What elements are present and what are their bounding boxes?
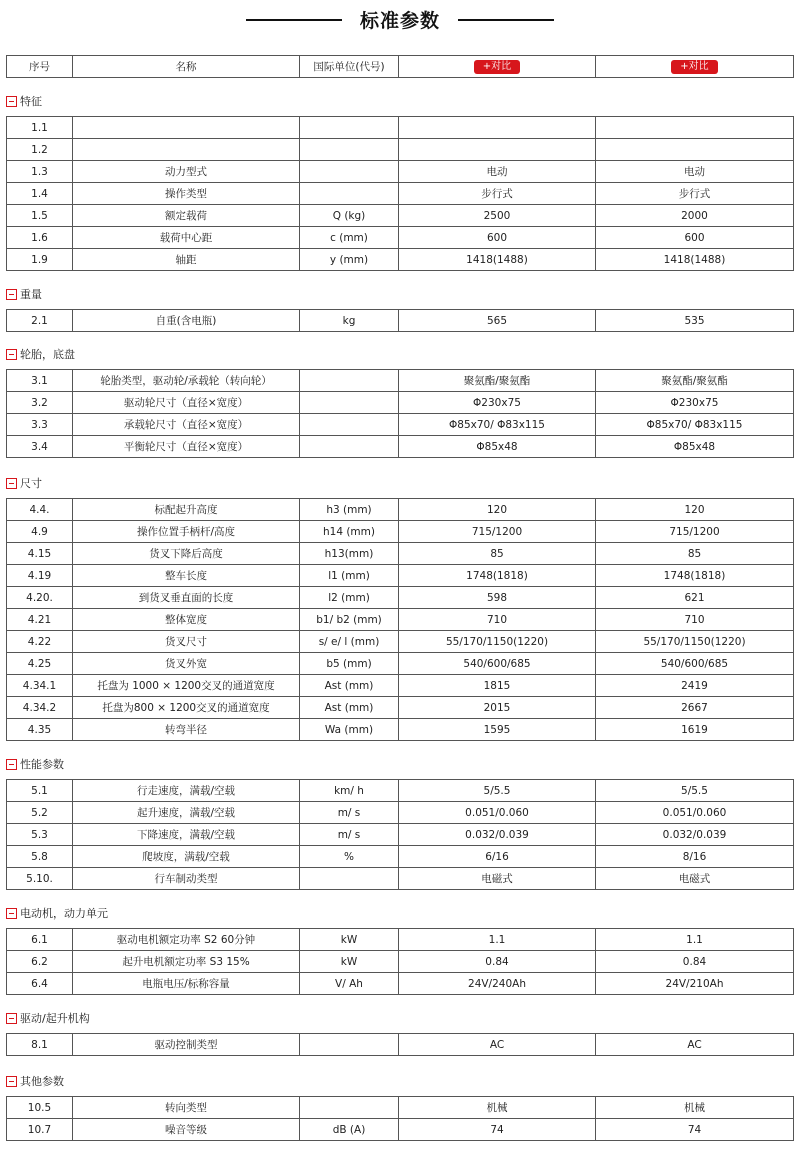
cell-model-2: Φ85x70/ Φ83x115 xyxy=(596,414,794,436)
table-row xyxy=(7,370,794,392)
cell-model-1: 2015 xyxy=(399,697,596,719)
cell-model-1: 565 xyxy=(399,310,596,332)
cell-name: 货叉尺寸 xyxy=(73,631,300,653)
spec-table-section xyxy=(6,1033,794,1056)
cell-unit: Ast (mm) xyxy=(300,675,399,697)
cell-no: 1.2 xyxy=(7,139,73,161)
cell-unit: s/ e/ l (mm) xyxy=(300,631,399,653)
cell-no: 1.4 xyxy=(7,183,73,205)
cell-no: 4.19 xyxy=(7,565,73,587)
cell-no: 5.10. xyxy=(7,868,73,890)
cell-unit xyxy=(300,183,399,205)
cell-name: 轴距 xyxy=(73,249,300,271)
cell-name: 起升速度，满载/空载 xyxy=(73,802,300,824)
cell-model-1: 机械 xyxy=(399,1097,596,1119)
cell-model-2: 2000 xyxy=(596,205,794,227)
cell-model-2: 2667 xyxy=(596,697,794,719)
cell-model-2: 0.051/0.060 xyxy=(596,802,794,824)
cell-no: 3.3 xyxy=(7,414,73,436)
cell-model-2: 聚氨酯/聚氨酯 xyxy=(596,370,794,392)
cell-no: 5.1 xyxy=(7,780,73,802)
section-heading[interactable] xyxy=(6,94,42,110)
cell-model-2: 715/1200 xyxy=(596,521,794,543)
cell-unit xyxy=(300,370,399,392)
table-row xyxy=(7,249,794,271)
cell-name: 轮胎类型，驱动轮/承载轮（转向轮） xyxy=(73,370,300,392)
cell-model-1: 1748(1818) xyxy=(399,565,596,587)
table-row xyxy=(7,499,794,521)
cell-model-2 xyxy=(596,117,794,139)
cell-unit: b5 (mm) xyxy=(300,653,399,675)
cell-model-2: AC xyxy=(596,1034,794,1056)
cell-model-2: 8/16 xyxy=(596,846,794,868)
cell-unit: m/ s xyxy=(300,824,399,846)
table-row xyxy=(7,697,794,719)
cell-unit: l2 (mm) xyxy=(300,587,399,609)
cell-model-2: 电磁式 xyxy=(596,868,794,890)
spec-table-section xyxy=(6,779,794,890)
header-compare-cell xyxy=(399,56,596,78)
cell-name: 转向类型 xyxy=(73,1097,300,1119)
section-title: 其他参数 xyxy=(20,1075,64,1088)
cell-model-2: 600 xyxy=(596,227,794,249)
cell-name xyxy=(73,117,300,139)
cell-no: 10.5 xyxy=(7,1097,73,1119)
section-heading[interactable] xyxy=(6,347,75,363)
table-row xyxy=(7,565,794,587)
section-title: 特征 xyxy=(20,95,42,108)
cell-no: 3.2 xyxy=(7,392,73,414)
cell-model-1: 0.051/0.060 xyxy=(399,802,596,824)
cell-model-2: 1748(1818) xyxy=(596,565,794,587)
table-row xyxy=(7,414,794,436)
cell-model-1: 600 xyxy=(399,227,596,249)
cell-name: 驱动轮尺寸（直径×宽度） xyxy=(73,392,300,414)
cell-no: 10.7 xyxy=(7,1119,73,1141)
cell-model-1: Φ85x70/ Φ83x115 xyxy=(399,414,596,436)
cell-model-1: 5/5.5 xyxy=(399,780,596,802)
section-title: 重量 xyxy=(20,288,42,301)
table-row xyxy=(7,609,794,631)
cell-model-2: 0.032/0.039 xyxy=(596,824,794,846)
cell-name: 托盘为800 × 1200交叉的通道宽度 xyxy=(73,697,300,719)
cell-name: 转弯半径 xyxy=(73,719,300,741)
cell-unit xyxy=(300,1034,399,1056)
cell-model-1: 74 xyxy=(399,1119,596,1141)
cell-unit: V/ Ah xyxy=(300,973,399,995)
spec-table-section xyxy=(6,1096,794,1141)
cell-model-2: 1418(1488) xyxy=(596,249,794,271)
cell-model-2: 535 xyxy=(596,310,794,332)
cell-no: 3.1 xyxy=(7,370,73,392)
cell-no: 4.15 xyxy=(7,543,73,565)
header-no: 序号 xyxy=(7,56,73,78)
cell-unit xyxy=(300,1097,399,1119)
header-unit: 国际单位(代号) xyxy=(300,56,399,78)
cell-unit xyxy=(300,868,399,890)
table-row xyxy=(7,227,794,249)
table-row xyxy=(7,392,794,414)
cell-model-1: 步行式 xyxy=(399,183,596,205)
table-row xyxy=(7,310,794,332)
cell-model-2: 710 xyxy=(596,609,794,631)
cell-unit: Ast (mm) xyxy=(300,697,399,719)
cell-model-2 xyxy=(596,139,794,161)
cell-no: 5.2 xyxy=(7,802,73,824)
cell-no: 4.21 xyxy=(7,609,73,631)
cell-name: 动力型式 xyxy=(73,161,300,183)
table-row xyxy=(7,846,794,868)
table-row xyxy=(7,117,794,139)
cell-unit: l1 (mm) xyxy=(300,565,399,587)
table-row xyxy=(7,139,794,161)
cell-model-2: 74 xyxy=(596,1119,794,1141)
cell-model-2: 2419 xyxy=(596,675,794,697)
cell-model-1: 1418(1488) xyxy=(399,249,596,271)
cell-model-1: 电磁式 xyxy=(399,868,596,890)
cell-unit: kW xyxy=(300,929,399,951)
cell-no: 4.35 xyxy=(7,719,73,741)
cell-name: 操作类型 xyxy=(73,183,300,205)
cell-model-1: 85 xyxy=(399,543,596,565)
header-name: 名称 xyxy=(73,56,300,78)
table-row xyxy=(7,719,794,741)
table-row xyxy=(7,675,794,697)
collapse-minus-icon[interactable] xyxy=(6,289,17,300)
table-row xyxy=(7,1097,794,1119)
table-row xyxy=(7,543,794,565)
cell-unit xyxy=(300,161,399,183)
cell-unit xyxy=(300,139,399,161)
table-row xyxy=(7,802,794,824)
cell-name: 行车制动类型 xyxy=(73,868,300,890)
section-title: 电动机，动力单元 xyxy=(20,907,108,920)
cell-name: 驱动控制类型 xyxy=(73,1034,300,1056)
cell-model-2: 5/5.5 xyxy=(596,780,794,802)
cell-model-2: 1.1 xyxy=(596,929,794,951)
cell-model-1: 598 xyxy=(399,587,596,609)
cell-no: 8.1 xyxy=(7,1034,73,1056)
cell-unit: kg xyxy=(300,310,399,332)
cell-name: 起升电机额定功率 S3 15% xyxy=(73,951,300,973)
table-row xyxy=(7,183,794,205)
cell-name: 操作位置手柄杆/高度 xyxy=(73,521,300,543)
table-row xyxy=(7,973,794,995)
section-heading[interactable] xyxy=(6,1011,90,1027)
cell-name: 托盘为 1000 × 1200交叉的通道宽度 xyxy=(73,675,300,697)
section-title: 尺寸 xyxy=(20,477,42,490)
cell-name: 下降速度，满载/空载 xyxy=(73,824,300,846)
cell-model-1: 0.84 xyxy=(399,951,596,973)
cell-unit xyxy=(300,414,399,436)
cell-model-2: 55/170/1150(1220) xyxy=(596,631,794,653)
cell-name: 货叉下降后高度 xyxy=(73,543,300,565)
table-row xyxy=(7,436,794,458)
cell-unit xyxy=(300,392,399,414)
section-title: 驱动/起升机构 xyxy=(20,1012,90,1025)
cell-no: 4.34.2 xyxy=(7,697,73,719)
spec-table-section xyxy=(6,498,794,741)
cell-name: 噪音等级 xyxy=(73,1119,300,1141)
table-row xyxy=(7,868,794,890)
cell-model-2: 机械 xyxy=(596,1097,794,1119)
cell-no: 4.22 xyxy=(7,631,73,653)
compare-button[interactable]: +对比 xyxy=(671,60,717,74)
cell-model-2: 0.84 xyxy=(596,951,794,973)
cell-model-2: 步行式 xyxy=(596,183,794,205)
cell-model-1: 24V/240Ah xyxy=(399,973,596,995)
table-row xyxy=(7,780,794,802)
cell-name: 承载轮尺寸（直径×宽度） xyxy=(73,414,300,436)
cell-model-1 xyxy=(399,117,596,139)
cell-unit: h14 (mm) xyxy=(300,521,399,543)
cell-unit xyxy=(300,117,399,139)
section-heading[interactable] xyxy=(6,757,64,773)
cell-name: 自重(含电瓶) xyxy=(73,310,300,332)
cell-name: 额定载荷 xyxy=(73,205,300,227)
section-heading[interactable] xyxy=(6,906,108,922)
section-title: 轮胎，底盘 xyxy=(20,348,75,361)
cell-model-1: 715/1200 xyxy=(399,521,596,543)
cell-no: 1.1 xyxy=(7,117,73,139)
cell-model-1: 710 xyxy=(399,609,596,631)
cell-unit: h3 (mm) xyxy=(300,499,399,521)
cell-name: 货叉外宽 xyxy=(73,653,300,675)
cell-no: 1.9 xyxy=(7,249,73,271)
cell-model-1: 540/600/685 xyxy=(399,653,596,675)
cell-no: 6.2 xyxy=(7,951,73,973)
collapse-minus-icon[interactable] xyxy=(6,759,17,770)
cell-model-1: Φ85x48 xyxy=(399,436,596,458)
cell-name: 整车长度 xyxy=(73,565,300,587)
cell-model-1: Φ230x75 xyxy=(399,392,596,414)
collapse-minus-icon[interactable] xyxy=(6,349,17,360)
cell-model-2: 120 xyxy=(596,499,794,521)
cell-model-2: 621 xyxy=(596,587,794,609)
cell-model-2: 电动 xyxy=(596,161,794,183)
cell-model-1: 0.032/0.039 xyxy=(399,824,596,846)
section-heading[interactable] xyxy=(6,476,42,492)
cell-name: 载荷中心距 xyxy=(73,227,300,249)
collapse-minus-icon[interactable] xyxy=(6,96,17,107)
cell-model-1: 1.1 xyxy=(399,929,596,951)
cell-unit: y (mm) xyxy=(300,249,399,271)
cell-model-1: 55/170/1150(1220) xyxy=(399,631,596,653)
cell-name xyxy=(73,139,300,161)
collapse-minus-icon[interactable] xyxy=(6,908,17,919)
cell-model-2: 1619 xyxy=(596,719,794,741)
cell-name: 爬坡度，满载/空载 xyxy=(73,846,300,868)
table-row xyxy=(7,951,794,973)
cell-no: 1.6 xyxy=(7,227,73,249)
cell-no: 4.25 xyxy=(7,653,73,675)
spec-table-section xyxy=(6,369,794,458)
cell-unit: kW xyxy=(300,951,399,973)
spec-table-section xyxy=(6,116,794,271)
table-row xyxy=(7,824,794,846)
cell-model-2: 540/600/685 xyxy=(596,653,794,675)
table-row xyxy=(7,205,794,227)
cell-model-1: 聚氨酯/聚氨酯 xyxy=(399,370,596,392)
cell-unit: h13(mm) xyxy=(300,543,399,565)
cell-model-1: AC xyxy=(399,1034,596,1056)
cell-no: 3.4 xyxy=(7,436,73,458)
cell-no: 4.9 xyxy=(7,521,73,543)
table-row xyxy=(7,653,794,675)
spec-table-section xyxy=(6,309,794,332)
cell-unit: % xyxy=(300,846,399,868)
section-title: 性能参数 xyxy=(20,758,64,771)
cell-model-1: 120 xyxy=(399,499,596,521)
cell-model-1: 2500 xyxy=(399,205,596,227)
cell-no: 6.4 xyxy=(7,973,73,995)
table-row xyxy=(7,929,794,951)
spec-table-section xyxy=(6,928,794,995)
table-row xyxy=(7,1034,794,1056)
cell-unit xyxy=(300,436,399,458)
header-row xyxy=(7,56,794,78)
cell-no: 4.20. xyxy=(7,587,73,609)
cell-no: 2.1 xyxy=(7,310,73,332)
table-row xyxy=(7,161,794,183)
cell-unit: Q (kg) xyxy=(300,205,399,227)
collapse-minus-icon[interactable] xyxy=(6,1076,17,1087)
cell-model-2: 85 xyxy=(596,543,794,565)
cell-name: 驱动电机额定功率 S2 60分钟 xyxy=(73,929,300,951)
cell-no: 4.4. xyxy=(7,499,73,521)
cell-model-1: 6/16 xyxy=(399,846,596,868)
cell-unit: Wa (mm) xyxy=(300,719,399,741)
cell-no: 4.34.1 xyxy=(7,675,73,697)
cell-model-2: Φ85x48 xyxy=(596,436,794,458)
cell-name: 标配起升高度 xyxy=(73,499,300,521)
cell-no: 5.3 xyxy=(7,824,73,846)
cell-unit: dB (A) xyxy=(300,1119,399,1141)
header-compare-cell xyxy=(596,56,794,78)
cell-unit: km/ h xyxy=(300,780,399,802)
cell-name: 到货叉垂直面的长度 xyxy=(73,587,300,609)
cell-model-2: Φ230x75 xyxy=(596,392,794,414)
cell-unit: m/ s xyxy=(300,802,399,824)
cell-name: 整体宽度 xyxy=(73,609,300,631)
section-heading[interactable] xyxy=(6,287,42,303)
cell-no: 1.5 xyxy=(7,205,73,227)
cell-model-1: 1595 xyxy=(399,719,596,741)
section-heading[interactable] xyxy=(6,1074,64,1090)
cell-name: 平衡轮尺寸（直径×宽度） xyxy=(73,436,300,458)
cell-model-2: 24V/210Ah xyxy=(596,973,794,995)
table-row xyxy=(7,587,794,609)
compare-button[interactable]: +对比 xyxy=(474,60,520,74)
cell-unit: b1/ b2 (mm) xyxy=(300,609,399,631)
cell-model-1 xyxy=(399,139,596,161)
cell-model-1: 1815 xyxy=(399,675,596,697)
cell-no: 6.1 xyxy=(7,929,73,951)
table-row xyxy=(7,631,794,653)
table-row xyxy=(7,521,794,543)
cell-unit: c (mm) xyxy=(300,227,399,249)
cell-no: 1.3 xyxy=(7,161,73,183)
cell-name: 行走速度，满载/空载 xyxy=(73,780,300,802)
cell-name: 电瓶电压/标称容量 xyxy=(73,973,300,995)
page-title: 标准参数 xyxy=(359,10,440,32)
collapse-minus-icon[interactable] xyxy=(6,478,17,489)
collapse-minus-icon[interactable] xyxy=(6,1013,17,1024)
cell-no: 5.8 xyxy=(7,846,73,868)
spec-header-table xyxy=(6,55,794,78)
cell-model-1: 电动 xyxy=(399,161,596,183)
table-row xyxy=(7,1119,794,1141)
